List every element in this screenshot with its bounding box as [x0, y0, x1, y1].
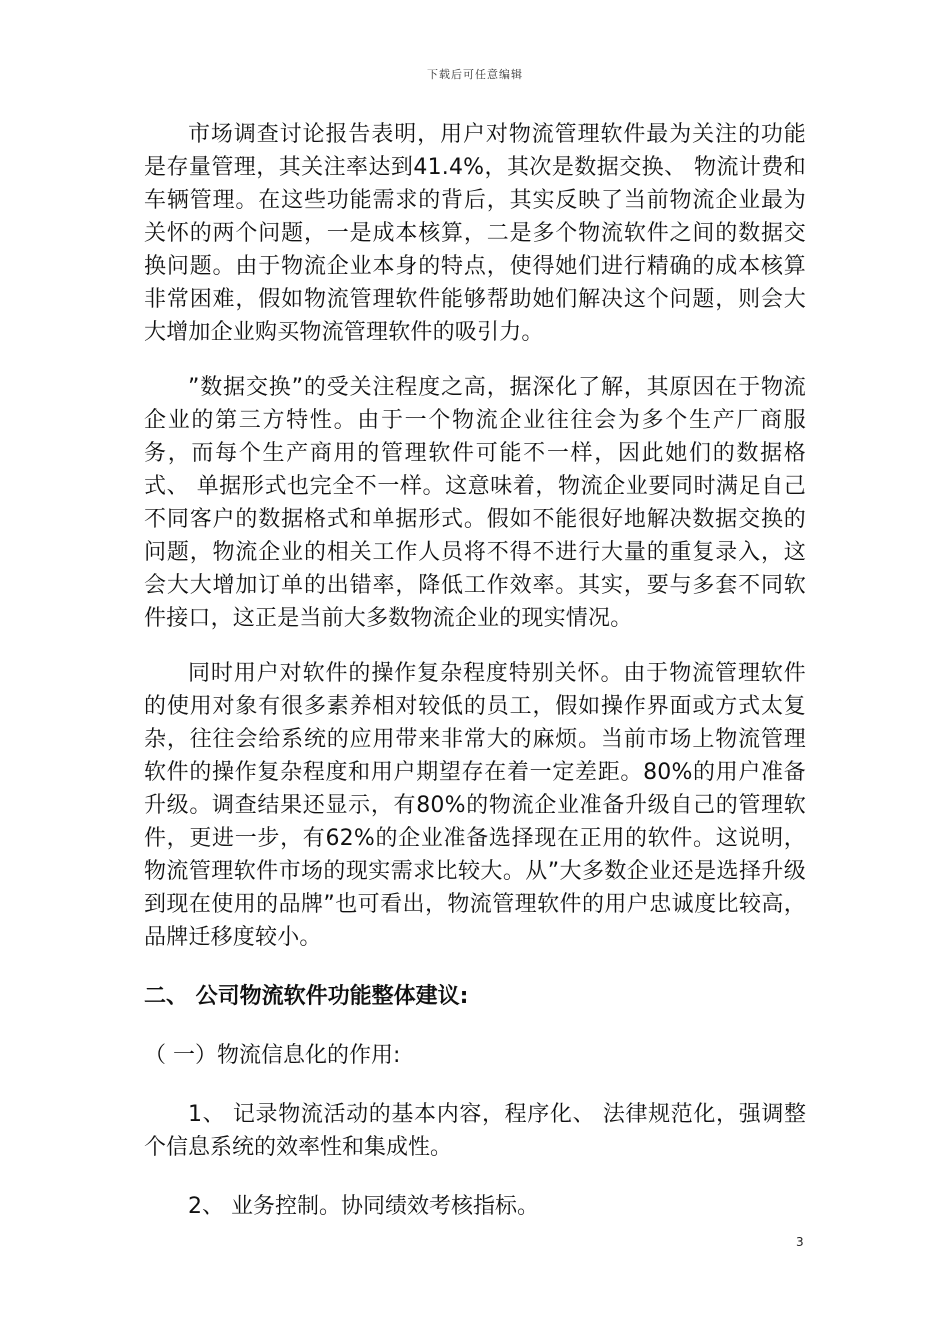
paragraph-data-exchange: ”数据交换”的受关注程度之高，据深化了解，其原因在于物流企业的第三方特性。由于一个物流企业往往会为多个生产厂商服务，而每个生产商用的管理软件可能不一样，因此她们的数据格式、 单据形式也完全不一样。这意味着，物流企业要同时满足自己不同客户的数据格式和单据形式。假如不能很好地解决数据交换的问题，物流企业的相关工作人员将不得不进行大量的重复录入，这会大大增加订单的出错率，降低工作效率。其实，要与多套不同软件接口，这正是当前大多数物流企业的现实情况。 — [144, 375, 806, 631]
page-number: 3 — [796, 1235, 804, 1249]
list-item-control: 2、 业务控制。协同绩效考核指标。 — [188, 1194, 539, 1219]
paragraph-market-survey: 市场调查讨论报告表明，用户对物流管理软件最为关注的功能是存量管理，其关注率达到41.4%，其次是数据交换、 物流计费和车辆管理。在这些功能需求的背后，其实反映了当前物流企业最为关怀的两个问题，一是成本核算，二是多个物流软件之间的数据交换问题。由于物流企业本身的特点，使得她们进行精确的成本核算非常困难，假如物流管理软件能够帮助她们解决这个问题，则会大大增加企业购买物流管理软件的吸引力。 — [144, 122, 806, 345]
page-header: 下载后可任意编辑 — [427, 68, 523, 81]
section-heading: 二、 公司物流软件功能整体建议: — [144, 984, 469, 1009]
document-body — [144, 118, 806, 1249]
subsection-heading: （ 一）物流信息化的作用: — [144, 1043, 401, 1068]
paragraph-operation-complexity: 同时用户对软件的操作复杂程度特别关怀。由于物流管理软件的使用对象有很多素养相对较低的员工，假如操作界面或方式太复杂，往往会给系统的应用带来非常大的麻烦。当前市场上物流管理软件的操作复杂程度和用户期望存在着一定差距。80%的用户准备升级。调查结果还显示，有80%的物流企业准备升级自己的管理软件，更进一步，有62%的企业准备选择现在正用的软件。这说明，物流管理软件市场的现实需求比较大。从”大多数企业还是选择升级到现在使用的品牌”也可看出，物流管理软件的用户忠诚度比较高，品牌迁移度较小。 — [144, 661, 806, 950]
list-item-record: 1、 记录物流活动的基本内容，程序化、 法律规范化，强调整个信息系统的效率性和集成性。 — [144, 1102, 806, 1160]
